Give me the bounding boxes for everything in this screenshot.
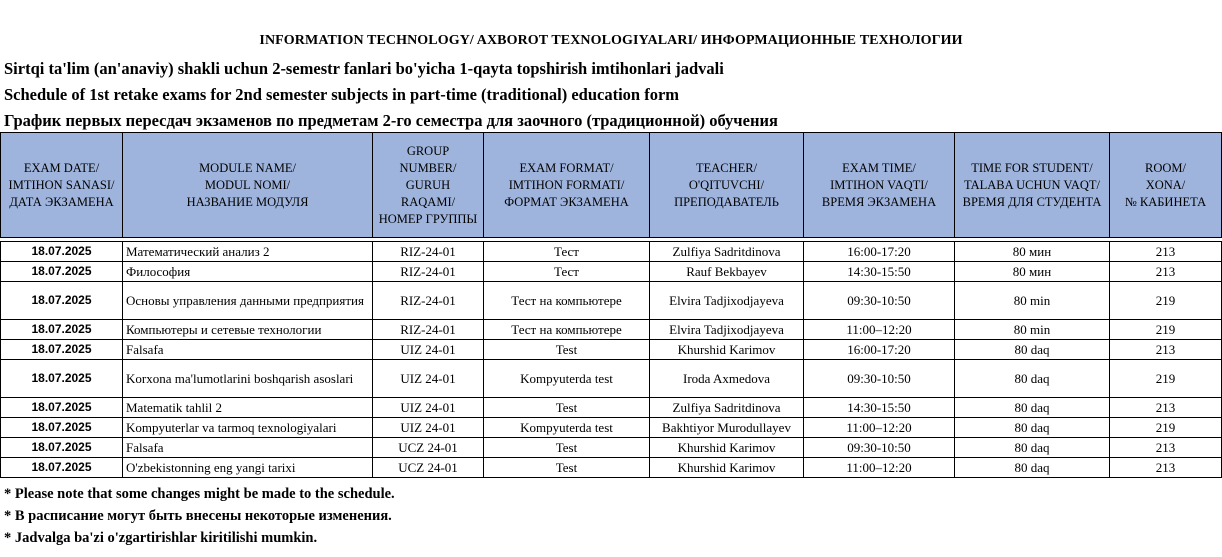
cell-teacher: Khurshid Karimov <box>650 458 804 478</box>
cell-group-number: UIZ 24-01 <box>373 418 484 438</box>
header-line: O'QITUVCHI/ <box>688 177 765 192</box>
table-row <box>1 458 1222 478</box>
cell-exam-format: Test <box>484 438 650 458</box>
cell-room: 219 <box>1110 320 1222 340</box>
note-english: * Please note that some changes might be made to the schedule. <box>4 486 395 502</box>
header-line: TALABA UCHUN VAQT/ <box>963 177 1101 192</box>
cell-exam-time: 11:00–12:20 <box>804 418 955 438</box>
cell-time-for-student: 80 daq <box>955 438 1110 458</box>
header-line: EXAM DATE/ <box>23 160 100 175</box>
cell-exam-date: 18.07.2025 <box>1 282 123 320</box>
schedule-table <box>0 132 1222 478</box>
cell-exam-date: 18.07.2025 <box>1 438 123 458</box>
header-line: TIME FOR STUDENT/ <box>971 160 1093 175</box>
cell-time-for-student: 80 мин <box>955 242 1110 262</box>
header-exam-time <box>804 133 955 238</box>
cell-exam-format: Test <box>484 458 650 478</box>
cell-module-name: Философия <box>123 262 373 282</box>
header-line: EXAM TIME/ <box>842 160 916 175</box>
header-exam-format <box>484 133 650 238</box>
cell-module-name: Компьютеры и сетевые технологии <box>123 320 373 340</box>
header-line: ВРЕМЯ ДЛЯ СТУДЕНТА <box>962 194 1102 209</box>
header-line: ДАТА ЭКЗАМЕНА <box>9 194 114 209</box>
header-line: EXAM FORMAT/ <box>519 160 614 175</box>
cell-group-number: RIZ-24-01 <box>373 242 484 262</box>
cell-teacher: Elvira Tadjixodjayeva <box>650 282 804 320</box>
subtitle-english: Schedule of 1st retake exams for 2nd semester subjects in part-time (traditional) education form <box>4 85 680 104</box>
cell-room: 213 <box>1110 398 1222 418</box>
note-russian: * В расписание могут быть внесены некоторые изменения. <box>4 508 392 524</box>
header-line: № КАБИНЕТА <box>1124 194 1207 209</box>
table-row <box>1 418 1222 438</box>
cell-group-number: RIZ-24-01 <box>373 320 484 340</box>
cell-room: 219 <box>1110 360 1222 398</box>
note-uzbek: * Jadvalga ba'zi o'zgartirishlar kiritilishi mumkin. <box>4 530 318 546</box>
header-line: MODUL NOMI/ <box>204 177 291 192</box>
header-line: NUMBER/ <box>399 160 457 175</box>
header-line: GURUH <box>405 177 451 192</box>
cell-module-name: O'zbekistonning eng yangi tarixi <box>123 458 373 478</box>
cell-exam-format: Тест на компьютере <box>484 320 650 340</box>
cell-exam-format: Тест <box>484 262 650 282</box>
table-row <box>1 438 1222 458</box>
cell-room: 213 <box>1110 340 1222 360</box>
table-row <box>1 340 1222 360</box>
cell-exam-time: 09:30-10:50 <box>804 282 955 320</box>
cell-group-number: UIZ 24-01 <box>373 360 484 398</box>
cell-exam-time: 11:00–12:20 <box>804 320 955 340</box>
cell-group-number: UIZ 24-01 <box>373 398 484 418</box>
header-teacher <box>650 133 804 238</box>
header-line: ФОРМАТ ЭКЗАМЕНА <box>504 194 629 209</box>
cell-module-name: Korxona ma'lumotlarini boshqarish asoslari <box>123 360 373 398</box>
header-line: НОМЕР ГРУППЫ <box>378 211 478 226</box>
cell-group-number: RIZ-24-01 <box>373 262 484 282</box>
cell-exam-time: 14:30-15:50 <box>804 398 955 418</box>
cell-exam-date: 18.07.2025 <box>1 398 123 418</box>
header-line: IMTIHON FORMATI/ <box>508 177 625 192</box>
cell-room: 219 <box>1110 418 1222 438</box>
cell-module-name: Kompyuterlar va tarmoq texnologiyalari <box>123 418 373 438</box>
cell-exam-date: 18.07.2025 <box>1 418 123 438</box>
corner-mark: ' <box>1216 0 1218 6</box>
header-module-name <box>123 133 373 238</box>
subtitle-uzbek: Sirtqi ta'lim (an'anaviy) shakli uchun 2-semestr fanlari bo'yicha 1-qayta topshirish imtihonlari jadvali <box>4 59 724 78</box>
cell-teacher: Iroda Axmedova <box>650 360 804 398</box>
cell-room: 213 <box>1110 242 1222 262</box>
cell-module-name: Математический анализ 2 <box>123 242 373 262</box>
cell-group-number: RIZ-24-01 <box>373 282 484 320</box>
table-row <box>1 242 1222 262</box>
cell-module-name: Matematik tahlil 2 <box>123 398 373 418</box>
cell-exam-date: 18.07.2025 <box>1 242 123 262</box>
cell-group-number: UIZ 24-01 <box>373 340 484 360</box>
header-line: IMTIHON SANASI/ <box>8 177 115 192</box>
cell-time-for-student: 80 мин <box>955 262 1110 282</box>
header-exam-date <box>1 133 123 238</box>
cell-exam-format: Kompyuterda test <box>484 360 650 398</box>
cell-exam-time: 16:00-17:20 <box>804 340 955 360</box>
cell-exam-time: 16:00-17:20 <box>804 242 955 262</box>
table-row <box>1 360 1222 398</box>
cell-exam-time: 14:30-15:50 <box>804 262 955 282</box>
page-title: INFORMATION TECHNOLOGY/ AXBOROT TEXNOLOGIYALARI/ ИНФОРМАЦИОННЫЕ ТЕХНОЛОГИИ <box>259 33 963 48</box>
cell-exam-time: 09:30-10:50 <box>804 360 955 398</box>
cell-exam-format: Test <box>484 340 650 360</box>
cell-time-for-student: 80 daq <box>955 398 1110 418</box>
cell-teacher: Rauf Bekbayev <box>650 262 804 282</box>
cell-module-name: Falsafa <box>123 438 373 458</box>
table-row <box>1 398 1222 418</box>
cell-exam-date: 18.07.2025 <box>1 320 123 340</box>
cell-teacher: Bakhtiyor Murodullayev <box>650 418 804 438</box>
header-group-number <box>373 133 484 238</box>
cell-module-name: Falsafa <box>123 340 373 360</box>
cell-time-for-student: 80 daq <box>955 458 1110 478</box>
cell-time-for-student: 80 daq <box>955 360 1110 398</box>
table-row <box>1 262 1222 282</box>
header-line: НАЗВАНИЕ МОДУЛЯ <box>186 194 309 209</box>
header-time-for-student <box>955 133 1110 238</box>
cell-room: 219 <box>1110 282 1222 320</box>
cell-teacher: Khurshid Karimov <box>650 340 804 360</box>
cell-time-for-student: 80 daq <box>955 418 1110 438</box>
header-line: ROOM/ <box>1145 160 1186 175</box>
header-line: RAQAMI/ <box>400 194 456 209</box>
cell-exam-date: 18.07.2025 <box>1 458 123 478</box>
cell-teacher: Zulfiya Sadritdinova <box>650 398 804 418</box>
header-line: ПРЕПОДАВАТЕЛЬ <box>674 194 779 209</box>
table-row <box>1 320 1222 340</box>
cell-teacher: Khurshid Karimov <box>650 438 804 458</box>
cell-exam-time: 11:00–12:20 <box>804 458 955 478</box>
cell-module-name: Основы управления данными предприятия <box>123 282 373 320</box>
header-line: XONA/ <box>1145 177 1186 192</box>
cell-exam-date: 18.07.2025 <box>1 340 123 360</box>
cell-room: 213 <box>1110 262 1222 282</box>
cell-exam-date: 18.07.2025 <box>1 262 123 282</box>
header-line: MODULE NAME/ <box>199 160 296 175</box>
cell-exam-format: Test <box>484 398 650 418</box>
cell-exam-date: 18.07.2025 <box>1 360 123 398</box>
cell-group-number: UCZ 24-01 <box>373 458 484 478</box>
cell-room: 213 <box>1110 438 1222 458</box>
cell-exam-time: 09:30-10:50 <box>804 438 955 458</box>
cell-teacher: Elvira Tadjixodjayeva <box>650 320 804 340</box>
cell-exam-format: Kompyuterda test <box>484 418 650 438</box>
cell-room: 213 <box>1110 458 1222 478</box>
header-row <box>1 133 1222 238</box>
header-room <box>1110 133 1222 238</box>
header-line: TEACHER/ <box>695 160 758 175</box>
cell-group-number: UCZ 24-01 <box>373 438 484 458</box>
cell-time-for-student: 80 min <box>955 282 1110 320</box>
cell-time-for-student: 80 min <box>955 320 1110 340</box>
table-body <box>1 238 1222 478</box>
header-line: IMTIHON VAQTI/ <box>830 177 928 192</box>
cell-exam-format: Тест <box>484 242 650 262</box>
header-line: ВРЕМЯ ЭКЗАМЕНА <box>821 194 937 209</box>
cell-time-for-student: 80 daq <box>955 340 1110 360</box>
header-line: GROUP <box>406 143 450 158</box>
subtitle-russian: График первых пересдач экзаменов по предметам 2-го семестра для заочного (традиционной) обучения <box>4 111 778 130</box>
cell-teacher: Zulfiya Sadritdinova <box>650 242 804 262</box>
cell-exam-format: Тест на компьютере <box>484 282 650 320</box>
table-row <box>1 282 1222 320</box>
